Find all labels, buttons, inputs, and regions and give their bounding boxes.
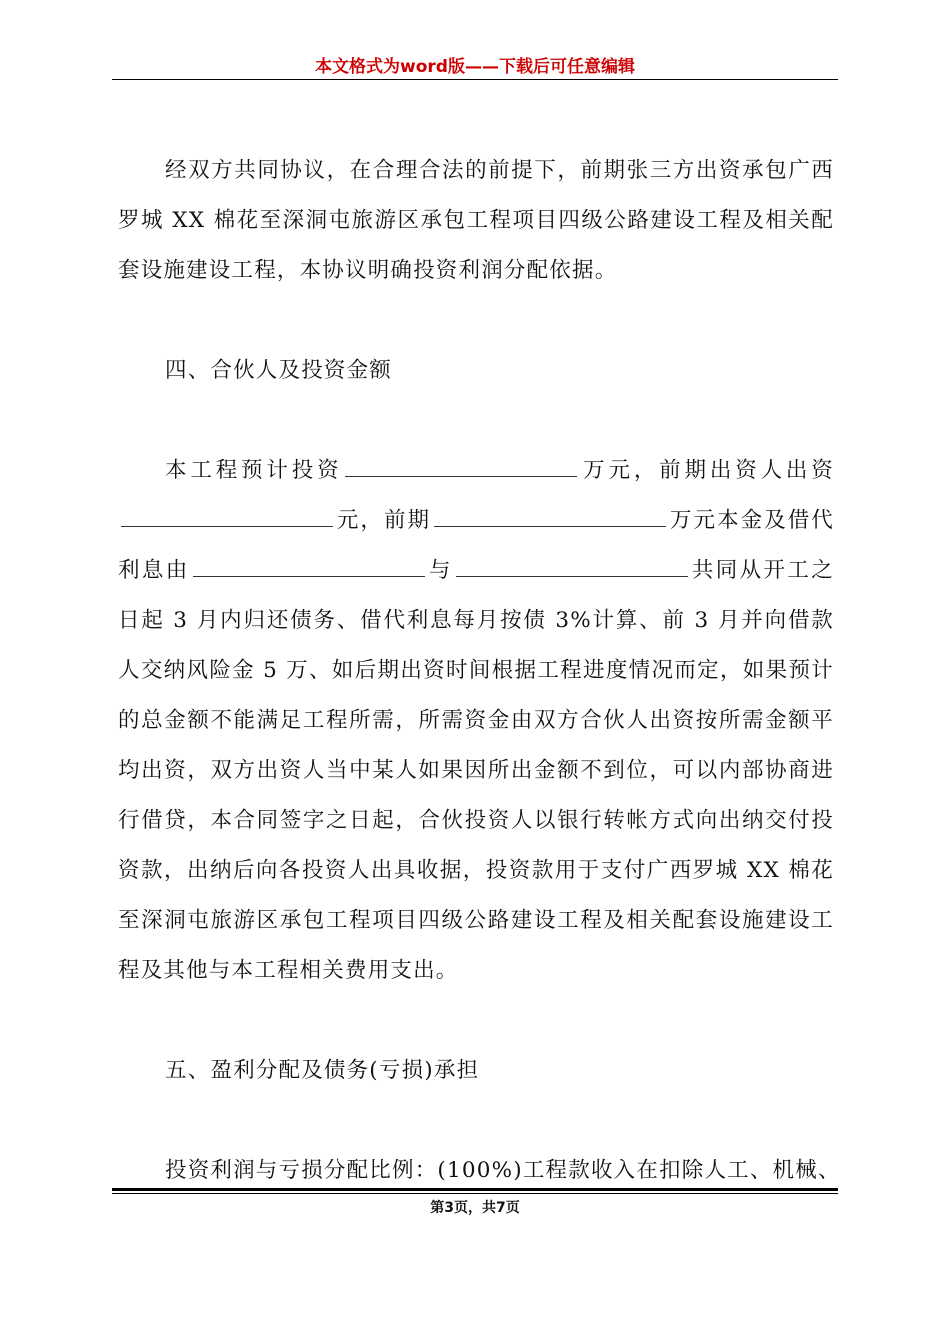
footer-rule [112,1188,838,1191]
paragraph-gap [118,396,834,446]
investment-text-2: 万元，前期出资人出资 [580,458,834,483]
investment-text-3: 元，前期 [336,508,432,533]
document-body [118,146,841,1196]
paragraph-investment [118,446,834,996]
page-number: 第3页，共7页 [430,1200,520,1216]
paragraph-profit-ratio: 投资利润与亏损分配比例：(100%)工程款收入在扣除人工、机械、 [165,1158,841,1183]
paragraph-gap [118,996,834,1046]
paragraph-gap [118,296,834,346]
paragraph-intro: 经双方共同协议，在合理合法的前提下，前期张三方出资承包广西罗城 XX 棉花至深洞屯旅游区承包工程项目四级公路建设工程及相关配套设施建设工程，本协议明确投资利润分配依据。 [118,158,834,283]
section-heading-profit: 五、盈利分配及债务(亏损)承担 [165,1058,480,1083]
investment-text-1: 本工程预计投资 [165,458,343,483]
footer-rule-thin [112,1193,838,1194]
investment-text-5: 与 [427,558,453,583]
blank-initial-contribution [121,504,333,527]
section-heading-partners: 四、合伙人及投资金额 [165,358,393,383]
blank-total-investment [345,454,577,477]
blank-party-b [456,554,688,577]
header-rule [112,79,838,80]
investment-text-4: 万元本金及借代利息由 [118,508,834,583]
paragraph-gap [118,1096,834,1146]
investment-text-6: 共同从开工之日起 3 月内归还债务、借代利息每月按债 3%计算、前 3 月并向借款人交纳风险金 5 万、如后期出资时间根据工程进度情况而定，如果预计的总金额不能满足工程所需，所需资金由双方合伙人出资按所需金额平均出资，双方出资人当中某人如果因所出金额不到位，可以内部协商进行借贷，本合同签字之日起，合伙投资人以银行转帐方式向出纳交付投资款，出纳后向各投资人出具收据，投资款用于支付广西罗城 XX 棉花至深洞屯旅游区承包工程项目四级公路建设工程及相关配套设施建设工程及其他与本工程相关费用支出。 [118,558,835,983]
blank-party-a [193,554,425,577]
header-banner: 本文格式为word版——下载后可任意编辑 [315,57,635,77]
blank-initial-principal [434,504,666,527]
